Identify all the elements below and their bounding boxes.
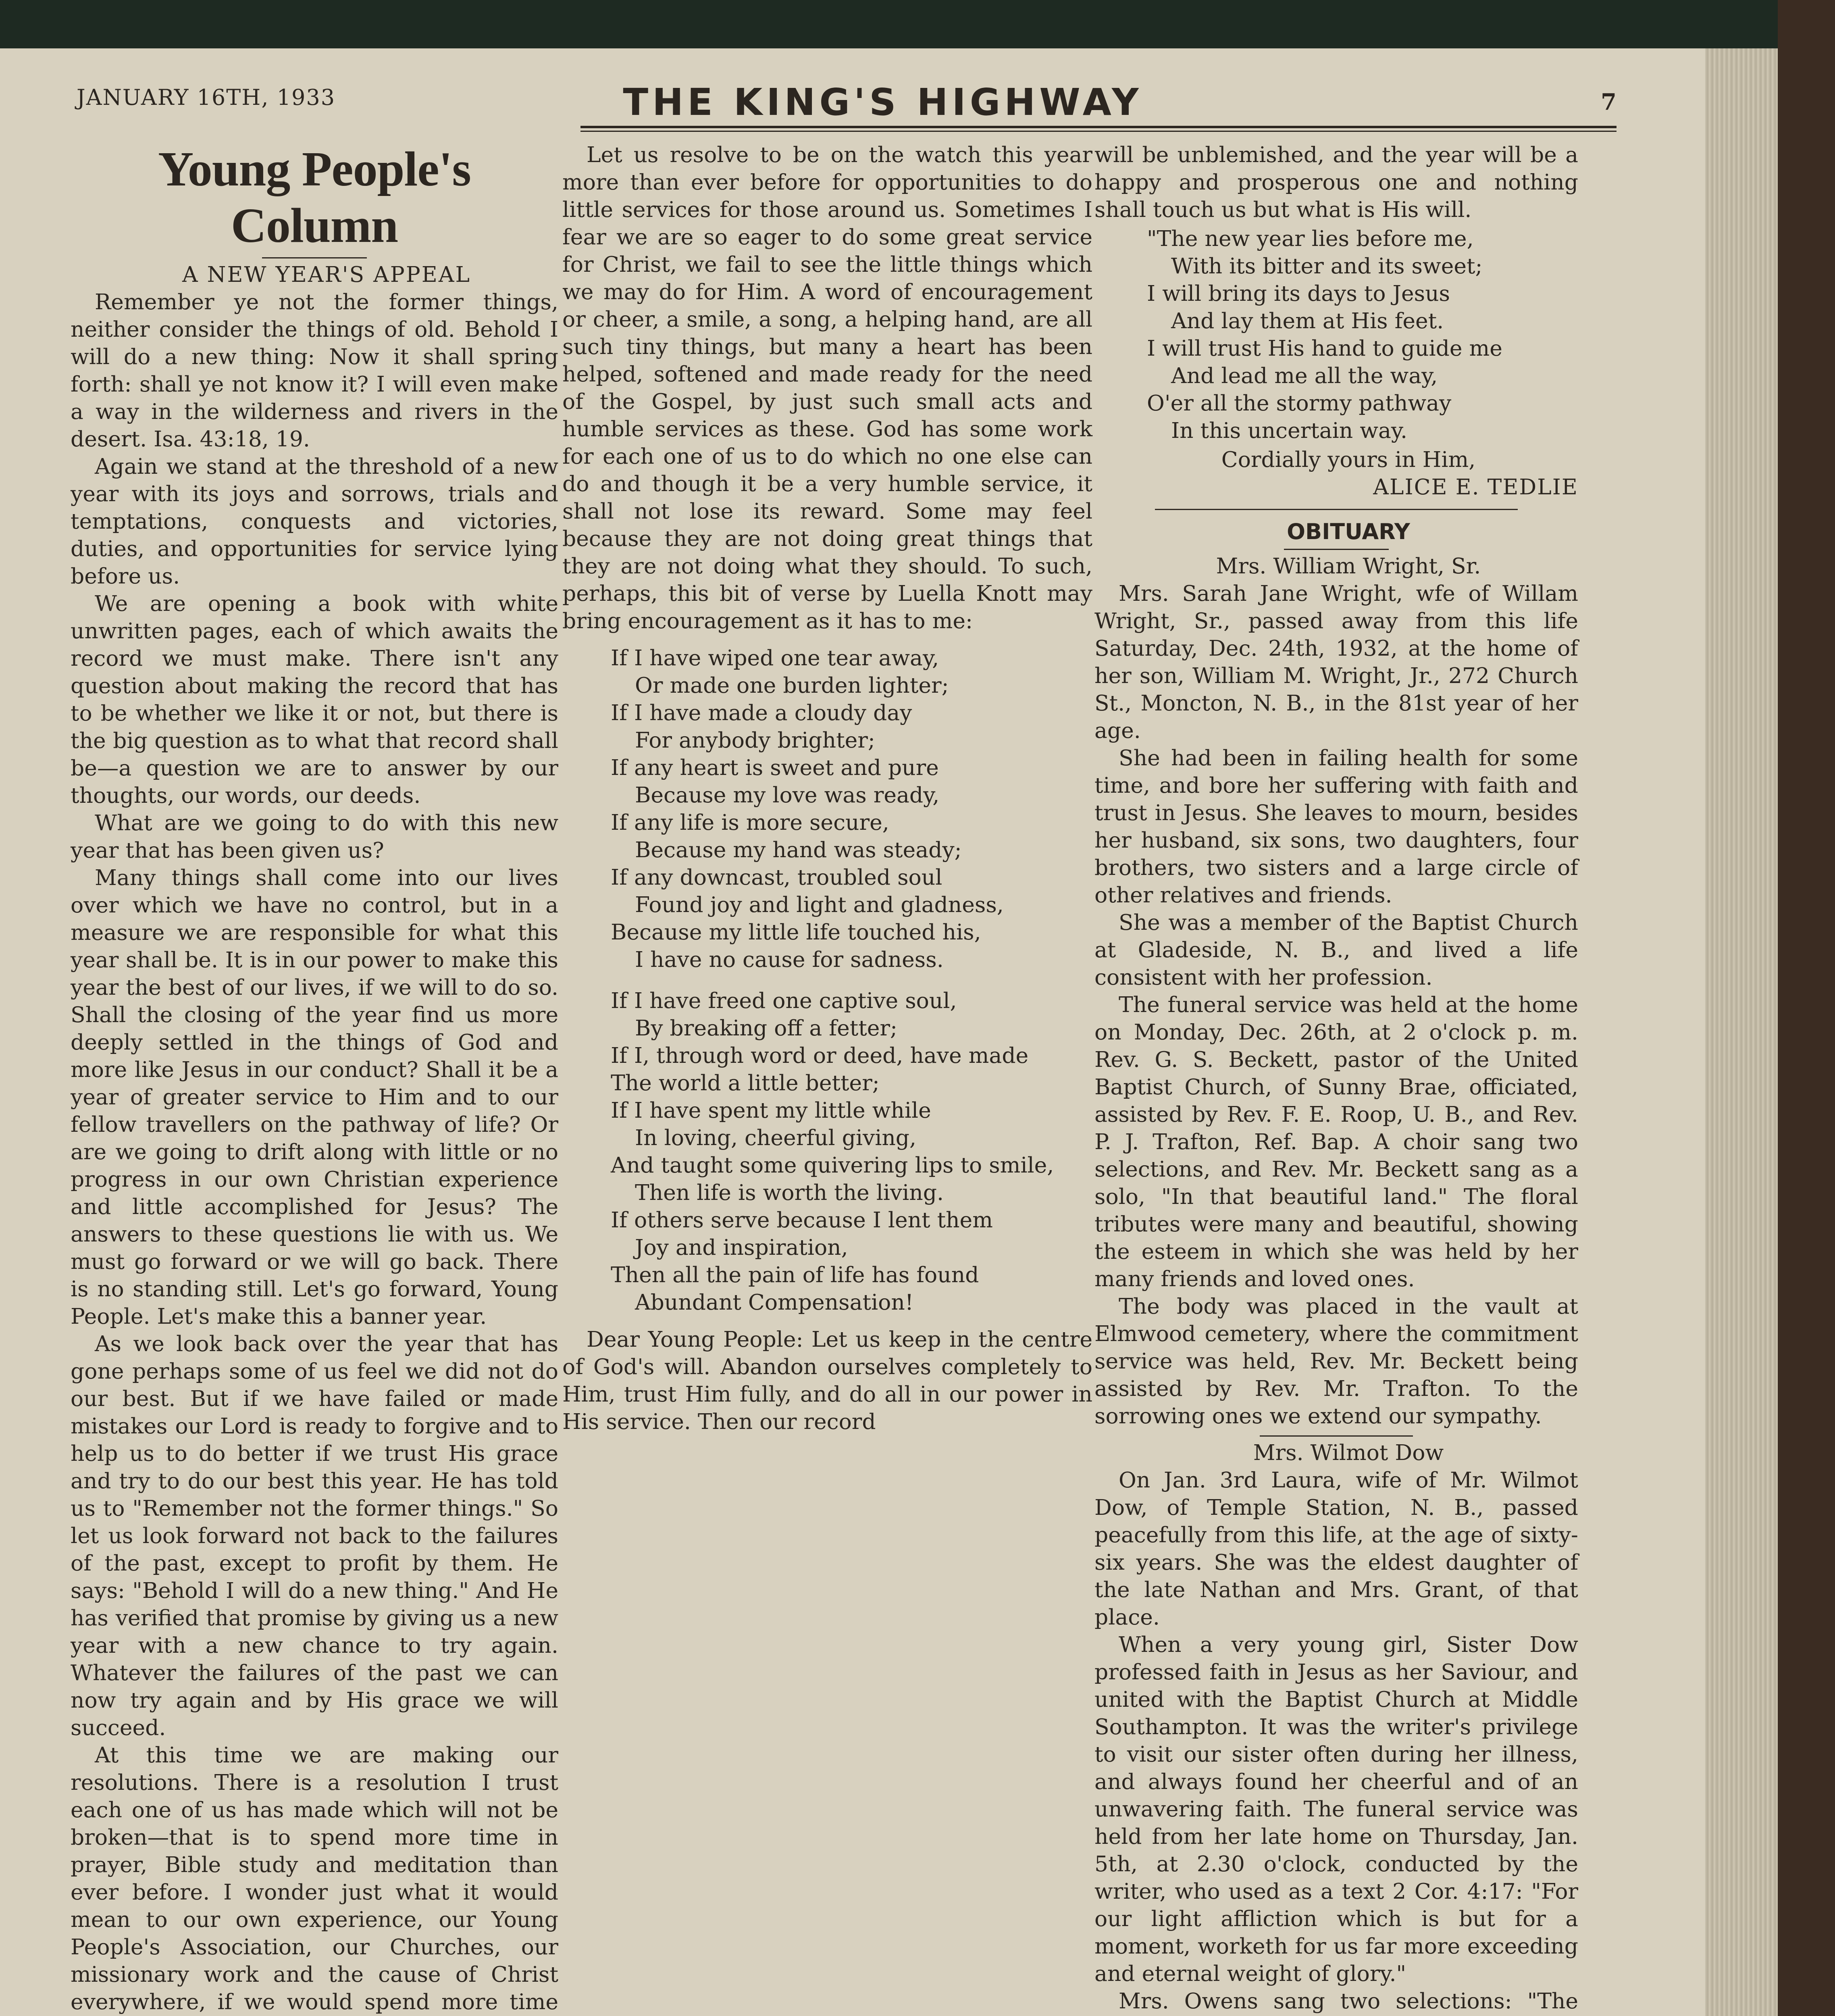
obituary-divider — [1260, 1435, 1413, 1437]
article-paragraph: Remember ye not the former things, neither consider the things of old. Behold I will do a new thing: Now it shall spring forth: shall ye not know it? I will even make a way in the wilderness and rivers in the desert. Isa. 43:18, 19. — [71, 289, 558, 452]
obituary-name: Mrs. William Wright, Sr. — [1216, 553, 1481, 579]
poem-line: I have no cause for sadness. — [635, 947, 944, 972]
poem-line: Then life is worth the living. — [635, 1180, 944, 1205]
poem-line: If I have wiped one tear away, — [611, 645, 939, 671]
poem-line: Found joy and light and gladness, — [635, 892, 1004, 917]
obituary-name: Mrs. Wilmot Dow — [1253, 1440, 1444, 1465]
poem-line: Joy and inspiration, — [635, 1235, 848, 1260]
poem-line: The world a little better; — [611, 1070, 880, 1095]
verse-line: In this uncertain way. — [1171, 418, 1408, 443]
verse-line: I will bring its days to Jesus — [1147, 281, 1450, 306]
article-paragraph: will be unblemished, and the year will be a happy and prosperous one and nothing shall touch us but what is His will. — [1094, 142, 1578, 222]
obituary-paragraph: She was a member of the Baptist Church at Gladeside, N. B., and lived a life consistent with her profession. — [1094, 910, 1578, 990]
masthead-rule-thin — [580, 131, 1617, 132]
article-author: ALICE E. TEDLIE — [1373, 474, 1578, 500]
poem-line: In loving, cheerful giving, — [635, 1125, 917, 1150]
obituary-paragraph: Mrs. Sarah Jane Wright, wfe of Willam Wright, Sr., passed away from this life Saturday, Dec. 24th, 1932, at the home of her son, William M. Wright, Jr., 272 Church St., Moncton, N. B., in the 81st year of her age. — [1094, 581, 1578, 743]
poem-line: For anybody brighter; — [635, 727, 875, 753]
poem-line: And taught some quivering lips to smile, — [611, 1152, 1054, 1178]
poem-line: Abundant Compensation! — [635, 1289, 914, 1315]
closing-salutation: Cordially yours in Him, — [1221, 447, 1476, 472]
poem-line: By breaking off a fetter; — [635, 1015, 898, 1041]
masthead — [77, 81, 1617, 133]
verse-line: And lead me all the way, — [1171, 363, 1438, 388]
poem-line: Then all the pain of life has found — [611, 1262, 979, 1287]
article-paragraph: What are we going to do with this new year that has been given us? — [71, 810, 558, 863]
heading-rule — [262, 257, 367, 258]
obituary-paragraph: On Jan. 3rd Laura, wife of Mr. Wilmot Dow, of Temple Station, N. B., passed peacefully from this life, at the age of sixty-six years. She was the eldest daughter of the late Nathan and Mrs. Grant, of that place. — [1094, 1467, 1578, 1630]
column-1 — [71, 141, 558, 2016]
column-3 — [1094, 141, 1578, 2016]
article-paragraph: We are opening a book with white unwritten pages, each of which awaits the record we must make. There isn't any question about making the record that has to be whether we like it or not, but there is the big question as to what that record shall be—a question we are to answer by our thoughts, our words, our deeds. — [71, 591, 558, 808]
masthead-rule — [580, 126, 1617, 128]
article-paragraph: As we look back over the year that has gone perhaps some of us feel we did not do our best. But if we have failed or made mistakes our Lord is ready to forgive and to help us to do better if we trust His grace and try to do our best this year. He has told us to "Remember not the former things." So let us look forward not back to the failures of the past, except to profit by them. He says: "Behold I will do a new thing." And He has verified that promise by giving us a new year with a new chance to try again. Whatever the failures of the past we can now try again and by His grace we will succeed. — [71, 1331, 558, 1740]
publication-title: THE KING'S HIGHWAY — [623, 81, 1143, 124]
poem — [611, 644, 1092, 1316]
poem-line: If I have spent my little while — [611, 1098, 931, 1123]
verse-line: O'er all the stormy pathway — [1147, 390, 1452, 416]
obituary-paragraph: The body was placed in the vault at Elmwood cemetery, where the commitment service was held, Rev. Mr. Beckett being assisted by Rev. Mr. Trafton. To the sorrowing ones we extend our sympathy. — [1094, 1293, 1578, 1429]
column-heading: Young People's Column — [158, 142, 471, 253]
poem-line: Or made one burden lighter; — [635, 673, 949, 698]
poem-line: Because my little life touched his, — [611, 919, 981, 945]
obituary-paragraph: Mrs. Owens sang two selections: "The — [1119, 1988, 1578, 2014]
issue-date: JANUARY 16TH, 1933 — [77, 85, 336, 110]
poem-line: If I, through word or deed, have made — [611, 1043, 1029, 1068]
poem-line: If I have freed one captive soul, — [611, 988, 957, 1013]
heading-rule — [1284, 549, 1389, 550]
section-rule — [1155, 509, 1518, 510]
article-subheading: A NEW YEAR'S APPEAL — [182, 262, 471, 287]
obituary-heading: OBITUARY — [1287, 519, 1410, 544]
verse-line: With its bitter and its sweet; — [1171, 253, 1483, 279]
stanza-break — [611, 973, 1092, 987]
obituary-paragraph: She had been in failing health for some time, and bore her suffering with faith and trust in Jesus. She leaves to mourn, besides her husband, six sons, two daughters, four brothers, two sisters and a large circle of other relatives and friends. — [1094, 745, 1578, 908]
verse-line: "The new year lies before me, — [1147, 226, 1474, 251]
book-binding — [1778, 0, 1835, 2016]
page-number: 7 — [1601, 89, 1617, 115]
verse-line: I will trust His hand to guide me — [1147, 335, 1502, 361]
article-paragraph: Many things shall come into our lives over which we have no control, but in a measure we are responsible for what this year shall be. It is in our power to make this year the best of our lives, if we will to do so. Shall the closing of the year find us more deeply settled in the things of God and more like Jesus in our conduct? Shall it be a year of greater service to Him and to our fellow travellers on the pathway of life? Or are we going to drift along with little or no progress in our own Christian experience and little accomplished for Jesus? The answers to these questions lie with us. We must go forward or we will go back. There is no standing still. Let's go forward, Young People. Let's make this a banner year. — [71, 865, 558, 1329]
obituary-paragraph: When a very young girl, Sister Dow professed faith in Jesus as her Saviour, and united with the Baptist Church at Middle Southampton. It was the writer's privilege to visit our sister often during her illness, and always found her cheerful and of an unwavering faith. The funeral service was held from her late home on Thursday, Jan. 5th, at 2.30 o'clock, conducted by the writer, who used as a text 2 Cor. 4:17: "For our light affliction which is but for a moment, worketh for us far more exceeding and eternal weight of glory." — [1094, 1632, 1578, 1986]
poem-line: If any downcast, troubled soul — [611, 864, 942, 890]
poem-line: If any heart is sweet and pure — [611, 755, 939, 780]
article-paragraph: Dear Young People: Let us keep in the centre of God's will. Abandon ourselves completely to Him, trust Him fully, and do all in our power in His service. Then our record — [562, 1327, 1092, 1434]
column-2 — [562, 141, 1092, 1435]
article-paragraph: Again we stand at the threshold of a new year with its joys and sorrows, trials and temptations, conquests and victories, duties, and opportunities for service lying before us. — [71, 454, 558, 589]
poem-line: If I have made a cloudy day — [611, 700, 912, 725]
book-page-edges — [1705, 48, 1778, 2016]
poem-line: If others serve because I lent them — [611, 1207, 993, 1233]
verse-line: And lay them at His feet. — [1171, 308, 1444, 333]
closing-verse — [1147, 225, 1578, 444]
poem-line: Because my love was ready, — [635, 782, 940, 808]
article-paragraph: At this time we are making our resolutions. There is a resolution I trust each one of us has made which will not be broken—that is to spend more time in prayer, Bible study and meditation than ever before. I wonder just what it would mean to our own experience, our Young People's Association, our Churches, our missionary work and the cause of Christ everywhere, if we would spend more time — [71, 1742, 558, 2014]
poem-line: If any life is more secure, — [611, 810, 889, 835]
article-paragraph: Let us resolve to be on the watch this year more than ever before for opportunities to do little services for those around us. Sometimes I fear we are so eager to do some great service for Christ, we fail to see the little things which we may do for Him. A word of encouragement or cheer, a smile, a song, a helping hand, are all such tiny things, but many a heart has been helped, softened and made ready for the need of the Gospel, by just such small acts and humble services as these. God has some work for each one of us to do which no one else can do and though it be a very humble service, it shall not lose its reward. Some may feel because they are not doing great things that they are not doing what they should. To such, perhaps, this bit of verse by Luella Knott may bring encouragement as it has to me: — [562, 142, 1092, 633]
obituary-paragraph: The funeral service was held at the home on Monday, Dec. 26th, at 2 o'clock p. m. Rev. G. S. Beckett, pastor of the United Baptist Church, of Sunny Brae, officiated, assisted by Rev. F. E. Roop, U. B., and Rev. P. J. Trafton, Ref. Bap. A choir sang two selections, and Rev. Mr. Beckett sang as a solo, "In that beautiful land." The floral tributes were many and beautiful, showing the esteem in which she was held by her many friends and loved ones. — [1094, 992, 1578, 1291]
poem-line: Because my hand was steady; — [635, 837, 962, 862]
